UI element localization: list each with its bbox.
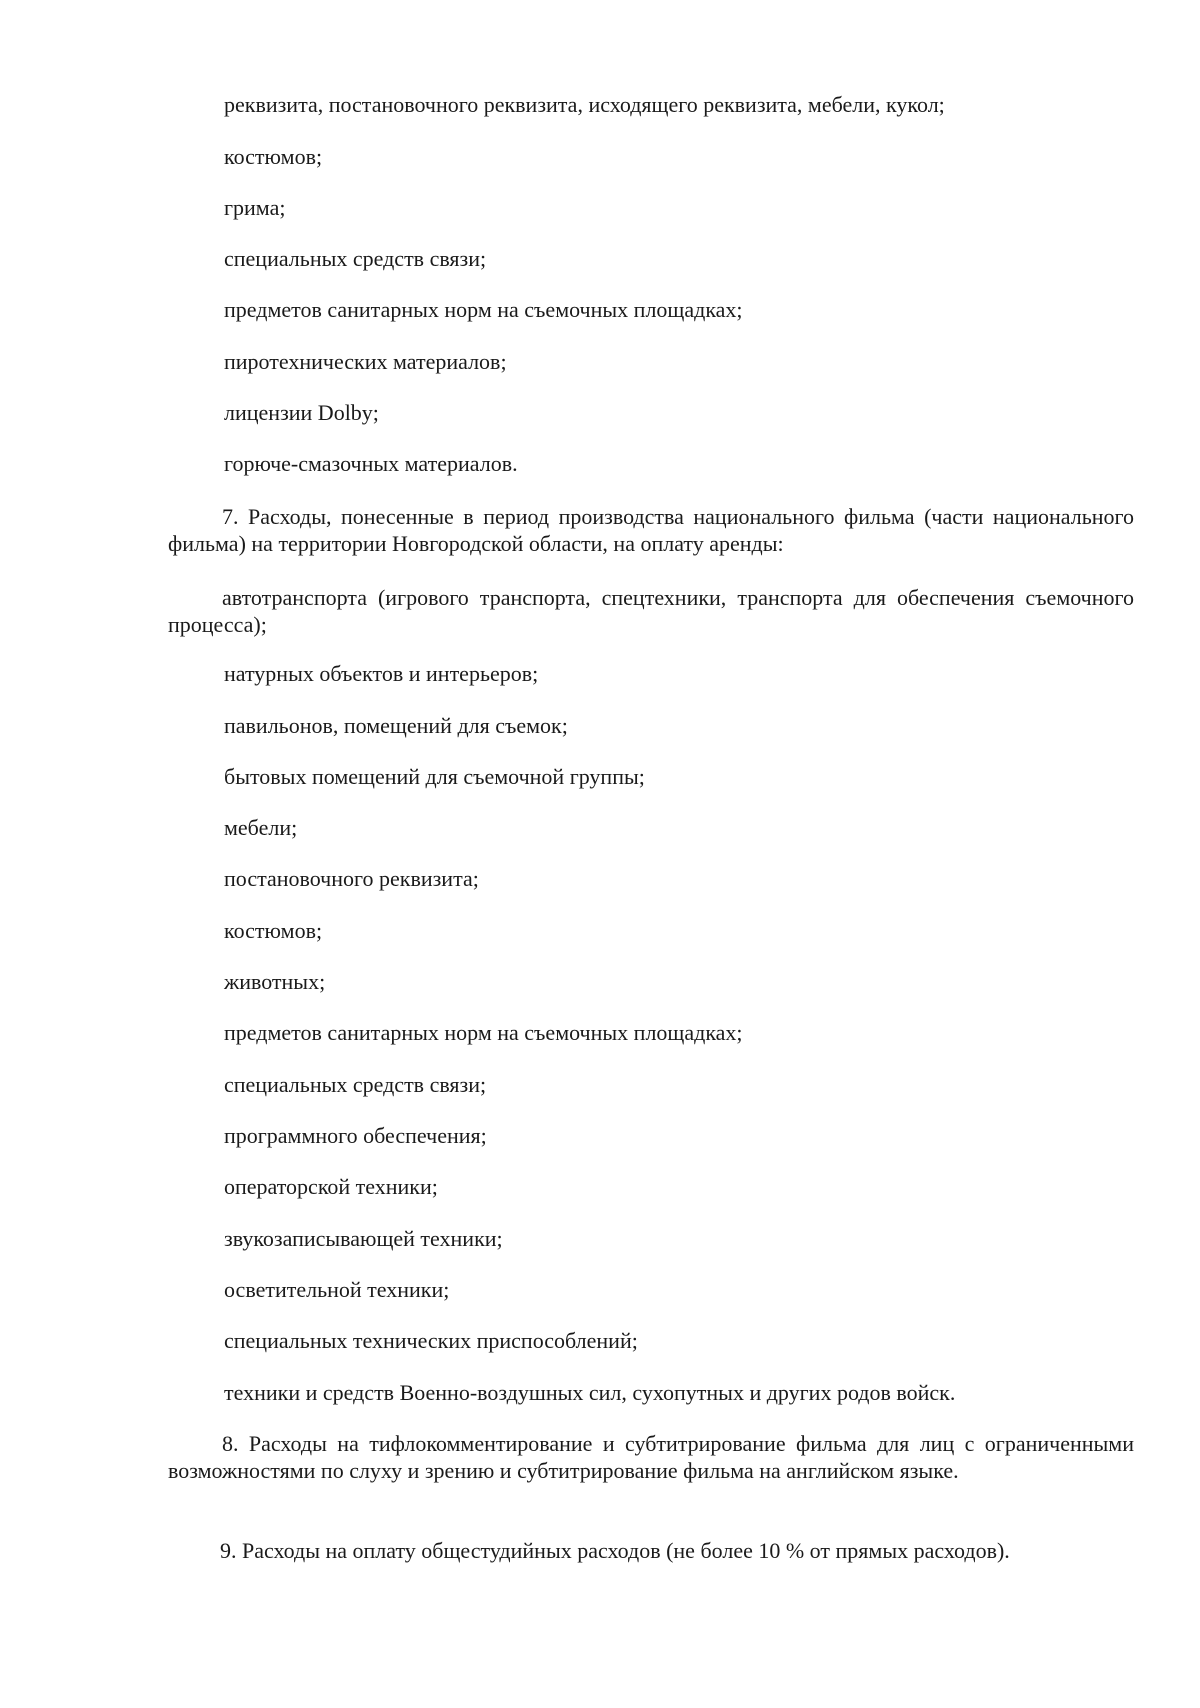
list-item: лицензии Dolby; <box>224 400 379 425</box>
list-item-autotransport: автотранспорта (игрового транспорта, спецтехники, транспорта для обеспечения съемочного процесса); <box>168 585 1134 637</box>
list-item: специальных средств связи; <box>224 246 487 271</box>
list-item: грима; <box>224 195 286 220</box>
list-item: предметов санитарных норм на съемочных площадках; <box>224 1020 743 1045</box>
paragraph-7: 7. Расходы, понесенные в период производства национального фильма (части национального фильма) на территории Новгородской области, на оплату аренды: <box>168 504 1134 556</box>
list-item: постановочного реквизита; <box>224 866 479 891</box>
list-item: осветительной техники; <box>224 1277 450 1302</box>
list-item: натурных объектов и интерьеров; <box>224 661 539 686</box>
paragraph-8: 8. Расходы на тифлокомментирование и субтитрирование фильма для лиц с ограниченными возможностями по слуху и зрению и субтитрирование фильма на английском языке. <box>168 1431 1134 1483</box>
list-item: звукозаписывающей техники; <box>224 1226 503 1251</box>
list-item: техники и средств Военно-воздушных сил, сухопутных и других родов войск. <box>224 1380 956 1405</box>
list-item: реквизита, постановочного реквизита, исходящего реквизита, мебели, кукол; <box>224 92 945 117</box>
list-item: пиротехнических материалов; <box>224 349 507 374</box>
paragraph-9: 9. Расходы на оплату общестудийных расходов (не более 10 % от прямых расходов). <box>220 1538 1010 1563</box>
list-item: животных; <box>224 969 326 994</box>
list-item: мебели; <box>224 815 298 840</box>
list-item: костюмов; <box>224 918 323 943</box>
list-item: специальных средств связи; <box>224 1072 487 1097</box>
list-item: павильонов, помещений для съемок; <box>224 713 568 738</box>
list-item: бытовых помещений для съемочной группы; <box>224 764 645 789</box>
list-item: костюмов; <box>224 144 323 169</box>
list-item: операторской техники; <box>224 1174 438 1199</box>
list-item: программного обеспечения; <box>224 1123 487 1148</box>
list-item: специальных технических приспособлений; <box>224 1328 638 1353</box>
list-item: горюче-смазочных материалов. <box>224 451 518 476</box>
list-item: предметов санитарных норм на съемочных площадках; <box>224 297 743 322</box>
